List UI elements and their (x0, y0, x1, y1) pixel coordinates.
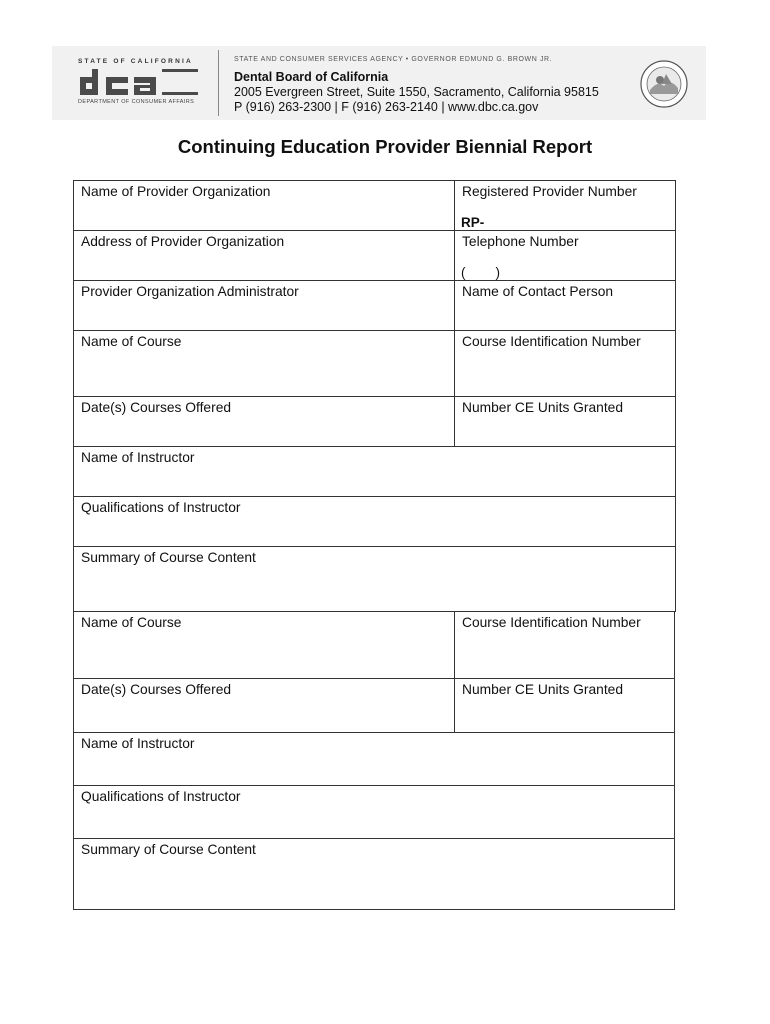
provider-address-label: Address of Provider Organization (81, 234, 285, 249)
course-2-qualifications-field[interactable] (73, 785, 675, 839)
logo-state-text: STATE OF CALIFORNIA (78, 58, 193, 65)
course-name-label: Name of Course (81, 615, 182, 630)
course-id-label: Course Identification Number (462, 615, 641, 630)
instructor-name-label: Name of Instructor (81, 736, 195, 751)
course-2-dates-field[interactable] (73, 678, 455, 733)
board-contact-line: P (916) 263-2300 | F (916) 263-2140 | www.dbc.ca.gov (234, 100, 539, 114)
course-summary-label: Summary of Course Content (81, 550, 256, 565)
letterhead (52, 46, 706, 120)
letterhead-divider (218, 50, 219, 116)
dca-logo-mark-icon (76, 67, 200, 97)
instructor-qualifications-label: Qualifications of Instructor (81, 500, 241, 515)
course-2-id-field[interactable] (454, 611, 675, 679)
telephone-area-code: ( ) (461, 265, 500, 280)
agency-line: STATE AND CONSUMER SERVICES AGENCY • GOVERNOR EDMUND G. BROWN JR. (234, 56, 553, 63)
form-title: Continuing Education Provider Biennial Report (177, 136, 593, 157)
course-2-name-field[interactable] (73, 611, 455, 679)
board-address: 2005 Evergreen Street, Suite 1550, Sacramento, California 95815 (234, 85, 599, 99)
course-2-instructor-field[interactable] (73, 732, 675, 786)
california-state-seal-icon (640, 60, 688, 108)
instructor-name-label: Name of Instructor (81, 450, 195, 465)
course-1-instructor-field[interactable] (73, 446, 676, 497)
provider-administrator-label: Provider Organization Administrator (81, 284, 299, 299)
telephone-number-field[interactable] (454, 230, 676, 281)
registered-provider-number-label: Registered Provider Number (462, 184, 637, 199)
registered-provider-number-field[interactable] (454, 180, 676, 231)
course-1-dates-field[interactable] (73, 396, 455, 447)
dca-logo (76, 58, 216, 110)
ce-units-label: Number CE Units Granted (462, 400, 624, 415)
telephone-number-label: Telephone Number (462, 234, 579, 249)
logo-department-text: DEPARTMENT OF CONSUMER AFFAIRS (78, 99, 195, 105)
board-name: Dental Board of California (234, 70, 389, 84)
contact-person-field[interactable] (454, 280, 676, 331)
course-1-summary-field[interactable] (73, 546, 676, 612)
course-1-ce-units-field[interactable] (454, 396, 676, 447)
course-2-summary-field[interactable] (73, 838, 675, 910)
contact-person-label: Name of Contact Person (462, 284, 614, 299)
course-1-id-field[interactable] (454, 330, 676, 397)
provider-administrator-field[interactable] (73, 280, 455, 331)
course-name-label: Name of Course (81, 334, 182, 349)
course-dates-label: Date(s) Courses Offered (81, 682, 232, 697)
provider-name-field[interactable] (73, 180, 455, 231)
course-summary-label: Summary of Course Content (81, 842, 256, 857)
provider-address-field[interactable] (73, 230, 455, 281)
course-id-label: Course Identification Number (462, 334, 641, 349)
course-1-qualifications-field[interactable] (73, 496, 676, 547)
course-dates-label: Date(s) Courses Offered (81, 400, 232, 415)
course-1-name-field[interactable] (73, 330, 455, 397)
course-2-ce-units-field[interactable] (454, 678, 675, 733)
instructor-qualifications-label: Qualifications of Instructor (81, 789, 241, 804)
ce-units-label: Number CE Units Granted (462, 682, 624, 697)
provider-name-label: Name of Provider Organization (81, 184, 271, 199)
registered-provider-number-prefix: RP- (461, 215, 485, 230)
